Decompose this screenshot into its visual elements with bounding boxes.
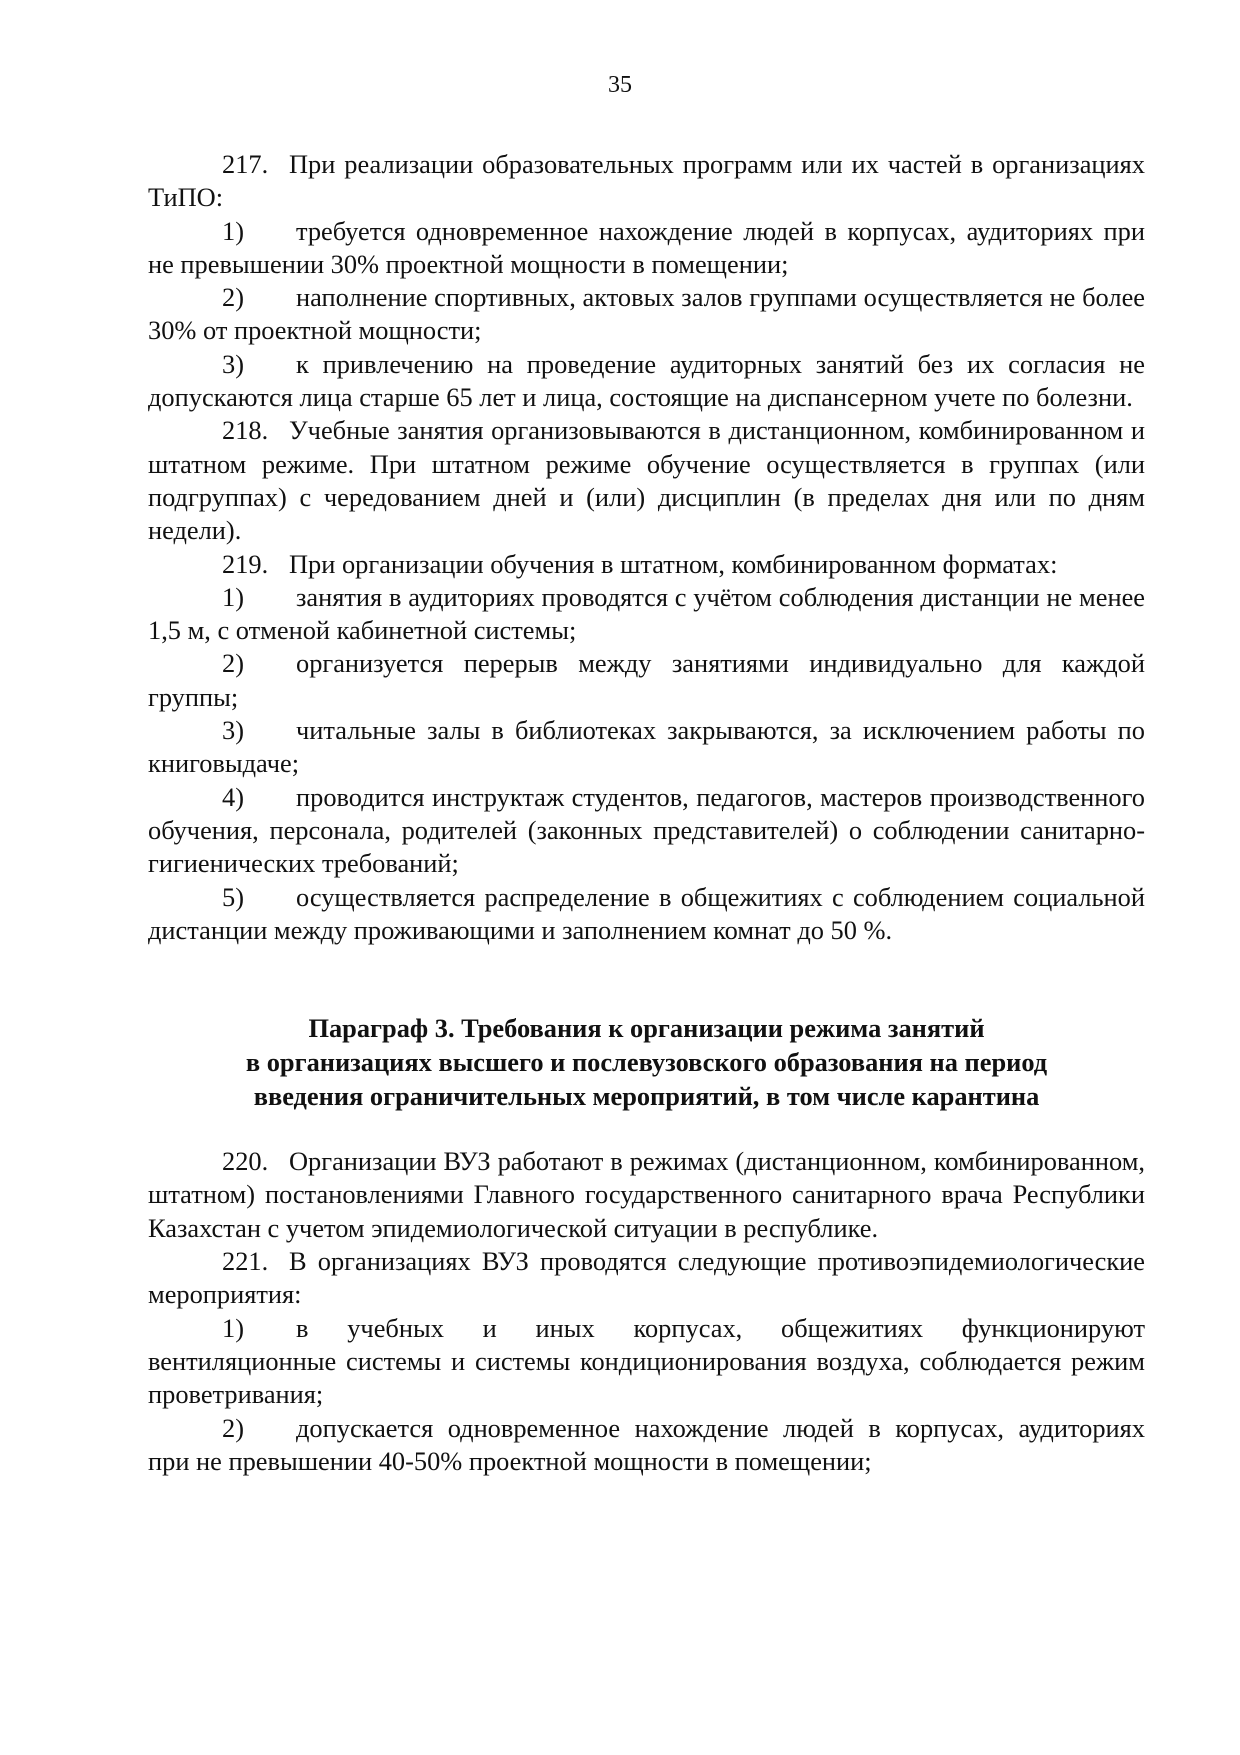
- list-item-number: 1): [222, 1312, 244, 1343]
- list-item: [148, 581, 1145, 648]
- clause-paragraph: [148, 148, 1145, 215]
- clause-paragraph: [148, 414, 1145, 547]
- clause-paragraph: [148, 1245, 1145, 1312]
- clause-text: При реализации образовательных программ или их частей в организациях ТиПО:: [148, 149, 1145, 213]
- clause-number: 217.: [222, 149, 269, 179]
- section-heading: [148, 1011, 1145, 1113]
- list-item-text: проводится инструктаж студентов, педагогов, мастеров производственного обучения, персонала, родителей (законных представителей) о соблюдении санитарно-гигиенических требований;: [148, 781, 1145, 879]
- list-item: [148, 781, 1145, 881]
- clause-number: 219.: [222, 548, 269, 579]
- list-item: [148, 714, 1145, 781]
- clause-text: В организациях ВУЗ проводятся следующие противоэпидемиологические мероприятия:: [148, 1246, 1145, 1310]
- list-item: [148, 647, 1145, 714]
- clause-text: При организации обучения в штатном, комбинированном форматах:: [289, 548, 1058, 579]
- clause-number: 220.: [222, 1146, 269, 1177]
- list-item-number: 3): [222, 348, 244, 379]
- list-item-text: требуется одновременное нахождение людей в корпусах, аудиториях при не превышении 30% проектной мощности в помещении;: [148, 215, 1145, 279]
- page-number: 35: [608, 72, 632, 98]
- list-item-number: 2): [222, 1412, 244, 1443]
- clause-paragraph: [148, 1145, 1145, 1245]
- list-item-text: к привлечению на проведение аудиторных занятий без их согласия не допускаются лица старше 65 лет и лица, состоящие на диспансерном учете по болезни.: [148, 348, 1145, 413]
- list-item-number: 3): [222, 715, 244, 746]
- section-heading-line-3: введения ограничительных мероприятий, в том числе карантина: [253, 1081, 1040, 1112]
- clause-number: 221.: [222, 1246, 269, 1277]
- section-tipo-requirements: [148, 148, 1145, 947]
- list-item: [148, 881, 1145, 948]
- section-university-requirements: [148, 1145, 1145, 1478]
- list-item-text: наполнение спортивных, актовых залов группами осуществляется не более 30% от проектной мощности;: [148, 282, 1145, 346]
- list-item-text: в учебных и иных корпусах, общежитиях функционируют вентиляционные системы и системы кондиционирования воздуха, соблюдается режим проветривания;: [148, 1312, 1145, 1410]
- list-item-text: допускается одновременное нахождение людей в корпусах, аудиториях при не превышении 40-50% проектной мощности в помещении;: [148, 1412, 1145, 1476]
- list-item-text: читальные залы в библиотеках закрываются, за исключением работы по книговыдаче;: [148, 715, 1145, 779]
- list-item-number: 2): [222, 282, 244, 313]
- clause-text: Организации ВУЗ работают в режимах (дистанционном, комбинированном, штатном) постановлениями Главного государственного санитарного врача Республики Казахстан с учетом эпидемиологической ситуации в республике.: [148, 1146, 1145, 1243]
- list-item: [148, 1312, 1145, 1412]
- list-item: [148, 348, 1145, 415]
- list-item-number: 1): [222, 215, 244, 246]
- list-item-text: организуется перерыв между занятиями индивидуально для каждой группы;: [148, 648, 1145, 712]
- clause-number: 218.: [222, 415, 269, 446]
- list-item: [148, 281, 1145, 348]
- clause-text: Учебные занятия организовываются в дистанционном, комбинированном и штатном режиме. При штатном режиме обучение осуществляется в группах (или подгруппах) с чередованием дней и (или) дисциплин (в пределах дня или по дням недели).: [148, 415, 1145, 546]
- list-item-text: занятия в аудиториях проводятся с учётом соблюдения дистанции не менее 1,5 м, с отменой кабинетной системы;: [148, 581, 1145, 646]
- list-item-text: осуществляется распределение в общежитиях с соблюдением социальной дистанции между проживающими и заполнением комнат до 50 %.: [148, 881, 1145, 945]
- document-body: [148, 148, 1145, 1478]
- section-heading-line-2: в организациях высшего и послевузовского образования на период: [245, 1047, 1048, 1078]
- list-item-number: 1): [222, 581, 244, 612]
- clause-paragraph: [148, 548, 1145, 581]
- list-item-number: 5): [222, 881, 244, 912]
- list-item: [148, 215, 1145, 282]
- list-item-number: 4): [222, 781, 244, 812]
- list-item: [148, 1412, 1145, 1479]
- section-heading-line-1: Параграф 3. Требования к организации режима занятий: [308, 1013, 985, 1044]
- list-item-number: 2): [222, 648, 244, 679]
